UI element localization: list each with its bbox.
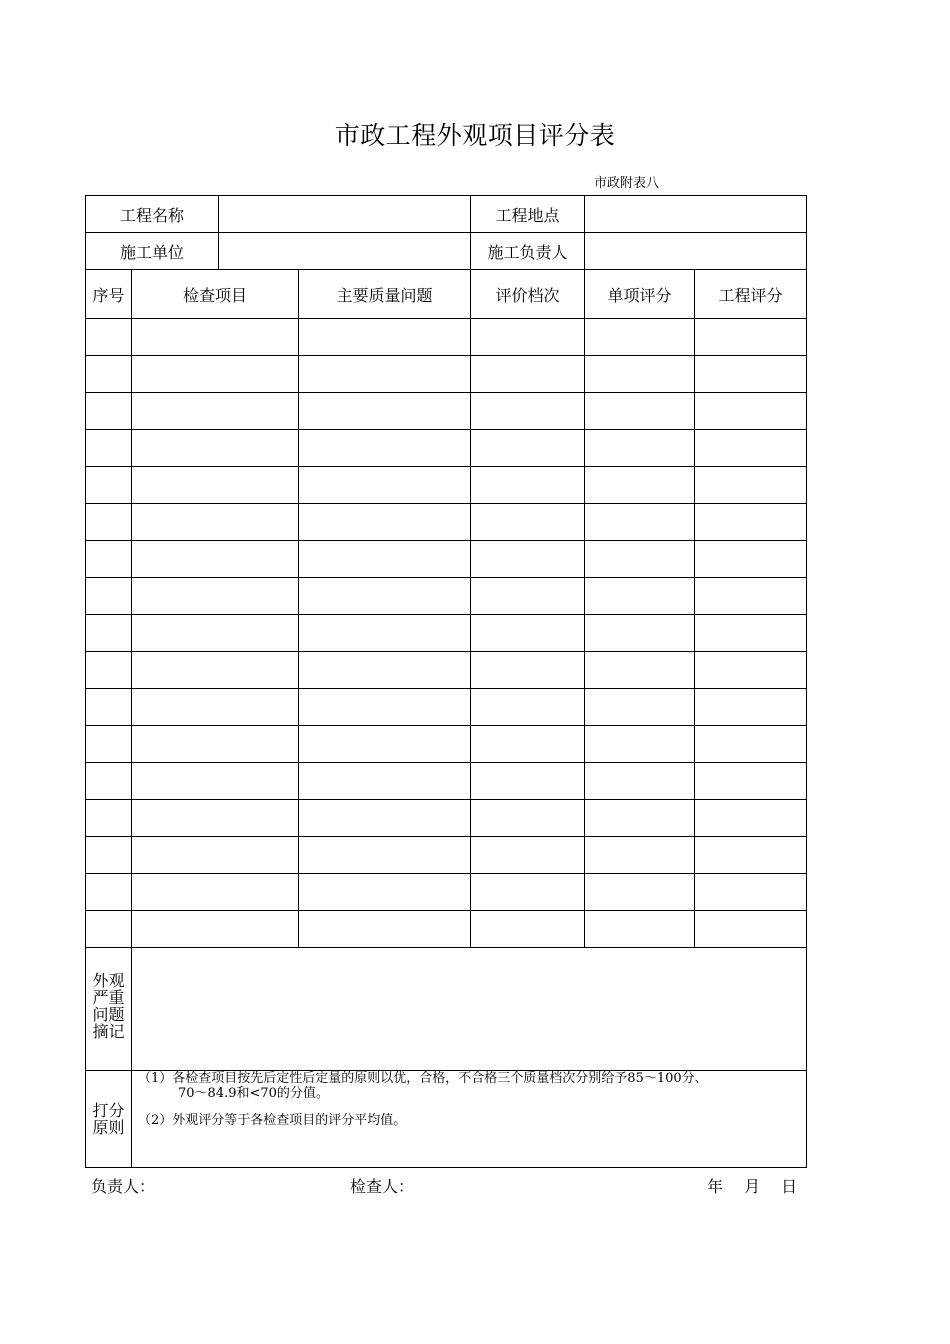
item-score-cell[interactable] bbox=[585, 356, 695, 393]
col-header-issue: 主要质量问题 bbox=[299, 270, 471, 319]
issue-cell[interactable] bbox=[299, 874, 471, 911]
seq-cell[interactable] bbox=[86, 652, 132, 689]
col-header-project-score: 工程评分 bbox=[695, 270, 807, 319]
col-header-grade: 评价档次 bbox=[471, 270, 585, 319]
seq-cell[interactable] bbox=[86, 504, 132, 541]
project-score-cell[interactable] bbox=[695, 726, 807, 763]
grade-cell[interactable] bbox=[471, 874, 585, 911]
item-cell[interactable] bbox=[132, 763, 299, 800]
rule-1: （1）各检查项目按先后定性后定量的原则以优，合格，不合格三个质量档次分别给予85～100分、 bbox=[138, 1071, 708, 1086]
form-title: 市政工程外观项目评分表 bbox=[334, 121, 616, 150]
project-score-cell[interactable] bbox=[695, 689, 807, 726]
grade-cell[interactable] bbox=[471, 430, 585, 467]
table-row bbox=[86, 911, 807, 948]
item-cell[interactable] bbox=[132, 615, 299, 652]
issue-cell[interactable] bbox=[299, 652, 471, 689]
item-score-cell[interactable] bbox=[585, 430, 695, 467]
date-label: 年 月 日 bbox=[707, 1177, 798, 1196]
grade-cell[interactable] bbox=[471, 726, 585, 763]
item-cell[interactable] bbox=[132, 837, 299, 874]
project-score-cell[interactable] bbox=[695, 800, 807, 837]
issue-cell[interactable] bbox=[299, 763, 471, 800]
project-score-cell[interactable] bbox=[695, 541, 807, 578]
construction-unit-field[interactable] bbox=[219, 233, 471, 270]
project-score-cell[interactable] bbox=[695, 467, 807, 504]
item-score-cell[interactable] bbox=[585, 615, 695, 652]
construction-lead-label: 施工负责人 bbox=[471, 233, 585, 270]
table-row bbox=[86, 578, 807, 615]
item-score-cell[interactable] bbox=[585, 874, 695, 911]
project-name-label: 工程名称 bbox=[86, 196, 219, 233]
col-header-seq: 序号 bbox=[86, 270, 132, 319]
table-row bbox=[86, 541, 807, 578]
seq-cell[interactable] bbox=[86, 541, 132, 578]
construction-lead-field[interactable] bbox=[585, 233, 807, 270]
grade-cell[interactable] bbox=[471, 763, 585, 800]
grade-cell[interactable] bbox=[471, 652, 585, 689]
item-score-cell[interactable] bbox=[585, 837, 695, 874]
col-header-item: 检查项目 bbox=[132, 270, 299, 319]
table-row bbox=[86, 689, 807, 726]
grade-cell[interactable] bbox=[471, 689, 585, 726]
project-name-field[interactable] bbox=[219, 196, 471, 233]
seq-cell[interactable] bbox=[86, 319, 132, 356]
project-score-cell[interactable] bbox=[695, 837, 807, 874]
project-info-row-1 bbox=[86, 196, 807, 233]
item-score-cell[interactable] bbox=[585, 467, 695, 504]
table-row bbox=[86, 837, 807, 874]
item-cell[interactable] bbox=[132, 541, 299, 578]
seq-cell[interactable] bbox=[86, 689, 132, 726]
item-cell[interactable] bbox=[132, 911, 299, 948]
rules-label: 打分原则 bbox=[86, 1071, 132, 1168]
table-row bbox=[86, 874, 807, 911]
grade-cell[interactable] bbox=[471, 800, 585, 837]
project-score-cell[interactable] bbox=[695, 430, 807, 467]
appendix-label: 市政附表八 bbox=[594, 176, 660, 191]
item-score-cell[interactable] bbox=[585, 726, 695, 763]
remarks-label: 外观严重问题摘记 bbox=[86, 948, 132, 1071]
seq-cell[interactable] bbox=[86, 578, 132, 615]
issue-cell[interactable] bbox=[299, 615, 471, 652]
project-score-cell[interactable] bbox=[695, 615, 807, 652]
item-score-cell[interactable] bbox=[585, 319, 695, 356]
rules-text bbox=[132, 1071, 807, 1168]
grade-cell[interactable] bbox=[471, 319, 585, 356]
issue-cell[interactable] bbox=[299, 393, 471, 430]
grade-cell[interactable] bbox=[471, 393, 585, 430]
construction-unit-label: 施工单位 bbox=[86, 233, 219, 270]
project-score-cell[interactable] bbox=[695, 356, 807, 393]
seq-cell[interactable] bbox=[86, 837, 132, 874]
item-score-cell[interactable] bbox=[585, 763, 695, 800]
table-row bbox=[86, 726, 807, 763]
table-row bbox=[86, 430, 807, 467]
item-score-cell[interactable] bbox=[585, 652, 695, 689]
grade-cell[interactable] bbox=[471, 541, 585, 578]
remarks-field[interactable] bbox=[132, 948, 807, 1071]
project-score-cell[interactable] bbox=[695, 578, 807, 615]
item-cell[interactable] bbox=[132, 393, 299, 430]
grade-cell[interactable] bbox=[471, 615, 585, 652]
seq-cell[interactable] bbox=[86, 726, 132, 763]
item-cell[interactable] bbox=[132, 578, 299, 615]
issue-cell[interactable] bbox=[299, 689, 471, 726]
item-cell[interactable] bbox=[132, 356, 299, 393]
table-row bbox=[86, 356, 807, 393]
table-row bbox=[86, 504, 807, 541]
seq-cell[interactable] bbox=[86, 467, 132, 504]
project-score-cell[interactable] bbox=[695, 911, 807, 948]
grade-cell[interactable] bbox=[471, 467, 585, 504]
issue-cell[interactable] bbox=[299, 430, 471, 467]
seq-cell[interactable] bbox=[86, 911, 132, 948]
project-score-cell[interactable] bbox=[695, 763, 807, 800]
table-row bbox=[86, 393, 807, 430]
issue-cell[interactable] bbox=[299, 837, 471, 874]
project-location-label: 工程地点 bbox=[471, 196, 585, 233]
item-cell[interactable] bbox=[132, 504, 299, 541]
item-cell[interactable] bbox=[132, 319, 299, 356]
issue-cell[interactable] bbox=[299, 356, 471, 393]
rule-2: （2）外观评分等于各检查项目的评分平均值。 bbox=[138, 1113, 407, 1128]
table-row bbox=[86, 467, 807, 504]
issue-cell[interactable] bbox=[299, 911, 471, 948]
issue-cell[interactable] bbox=[299, 726, 471, 763]
project-score-cell[interactable] bbox=[695, 874, 807, 911]
grade-cell[interactable] bbox=[471, 578, 585, 615]
seq-cell[interactable] bbox=[86, 763, 132, 800]
item-score-cell[interactable] bbox=[585, 689, 695, 726]
seq-cell[interactable] bbox=[86, 800, 132, 837]
evaluation-table bbox=[85, 195, 807, 1168]
issue-cell[interactable] bbox=[299, 319, 471, 356]
item-cell[interactable] bbox=[132, 467, 299, 504]
issue-cell[interactable] bbox=[299, 800, 471, 837]
issue-cell[interactable] bbox=[299, 504, 471, 541]
project-score-cell[interactable] bbox=[695, 652, 807, 689]
seq-cell[interactable] bbox=[86, 874, 132, 911]
seq-cell[interactable] bbox=[86, 393, 132, 430]
item-cell[interactable] bbox=[132, 726, 299, 763]
grade-cell[interactable] bbox=[471, 837, 585, 874]
project-score-cell[interactable] bbox=[695, 319, 807, 356]
responsible-label: 负责人： bbox=[91, 1177, 156, 1196]
item-cell[interactable] bbox=[132, 800, 299, 837]
table-row bbox=[86, 615, 807, 652]
project-score-cell[interactable] bbox=[695, 504, 807, 541]
grade-cell[interactable] bbox=[471, 911, 585, 948]
item-cell[interactable] bbox=[132, 874, 299, 911]
rules-row bbox=[86, 1071, 807, 1168]
item-cell[interactable] bbox=[132, 652, 299, 689]
table-row bbox=[86, 652, 807, 689]
table-row bbox=[86, 800, 807, 837]
table-row bbox=[86, 763, 807, 800]
item-cell[interactable] bbox=[132, 689, 299, 726]
project-info-row-2 bbox=[86, 233, 807, 270]
rule-1-continued: 70～84.9和<70的分值。 bbox=[178, 1086, 329, 1101]
seq-cell[interactable] bbox=[86, 430, 132, 467]
table-row bbox=[86, 319, 807, 356]
item-score-cell[interactable] bbox=[585, 578, 695, 615]
issue-cell[interactable] bbox=[299, 467, 471, 504]
seq-cell[interactable] bbox=[86, 615, 132, 652]
inspector-label: 检查人： bbox=[350, 1177, 415, 1196]
item-score-cell[interactable] bbox=[585, 504, 695, 541]
column-header-row bbox=[86, 270, 807, 319]
item-score-cell[interactable] bbox=[585, 393, 695, 430]
item-cell[interactable] bbox=[132, 430, 299, 467]
item-score-cell[interactable] bbox=[585, 911, 695, 948]
project-location-field[interactable] bbox=[585, 196, 807, 233]
issue-cell[interactable] bbox=[299, 578, 471, 615]
col-header-item-score: 单项评分 bbox=[585, 270, 695, 319]
project-score-cell[interactable] bbox=[695, 393, 807, 430]
grade-cell[interactable] bbox=[471, 356, 585, 393]
item-score-cell[interactable] bbox=[585, 541, 695, 578]
grade-cell[interactable] bbox=[471, 504, 585, 541]
issue-cell[interactable] bbox=[299, 541, 471, 578]
seq-cell[interactable] bbox=[86, 356, 132, 393]
remarks-row bbox=[86, 948, 807, 1071]
item-score-cell[interactable] bbox=[585, 800, 695, 837]
